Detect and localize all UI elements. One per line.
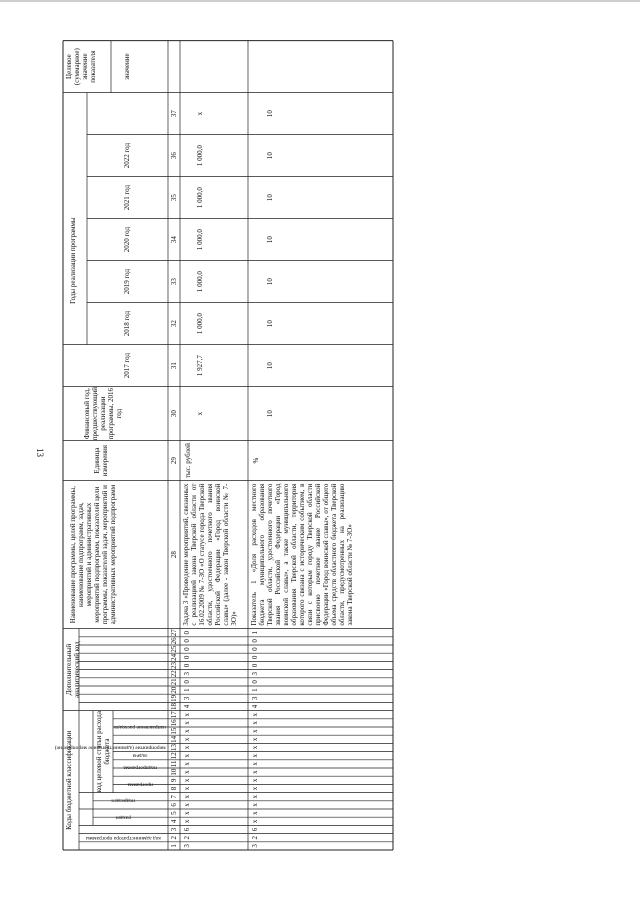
- value-cell: 10: [266, 278, 274, 286]
- header-years-title: Годы реализации программы: [69, 217, 77, 304]
- column-number: 35: [170, 194, 178, 202]
- column-number: 13: [170, 744, 178, 752]
- value-cell: 1 000,0: [196, 271, 204, 293]
- column-number: 27: [170, 629, 178, 637]
- column-number: 7: [170, 794, 178, 799]
- column-number: 4: [170, 819, 178, 824]
- code-cell: х: [183, 712, 191, 717]
- header-admin-code: код администратора программы: [86, 834, 161, 841]
- code-cell: 4: [251, 704, 259, 709]
- code-cell: 0: [183, 663, 191, 668]
- code-cell: х: [183, 737, 191, 742]
- column-number: 15: [170, 727, 178, 735]
- rotated-table: [55, 48, 393, 850]
- code-cell: х: [183, 819, 191, 824]
- value-cell: 10: [266, 410, 274, 418]
- value-cell: х: [196, 111, 204, 116]
- column-number: 24: [170, 653, 178, 661]
- code-cell: 0: [183, 647, 191, 651]
- value-cell: х: [196, 411, 204, 416]
- code-cell: х: [183, 753, 191, 758]
- header-year-2020: 2020 год: [123, 226, 131, 253]
- header-year-2018: 2018 год: [123, 310, 131, 337]
- header-year-2021: 2021 год: [123, 184, 131, 211]
- code-cell: 2: [251, 835, 259, 840]
- column-number: 14: [170, 735, 178, 743]
- code-cell: х: [251, 721, 259, 725]
- value-cell: 10: [266, 110, 274, 118]
- header-program: программа: [127, 781, 154, 788]
- code-cell: 1: [183, 688, 191, 692]
- column-number: 30: [170, 410, 178, 418]
- code-cell: х: [251, 811, 259, 815]
- code-cell: 3: [251, 696, 259, 701]
- code-cell: 1: [251, 630, 259, 635]
- code-cell: 3: [183, 844, 191, 848]
- value-cell: 10: [266, 362, 274, 370]
- column-number: 32: [170, 320, 178, 328]
- code-cell: х: [251, 786, 259, 791]
- column-number: 26: [170, 637, 178, 645]
- header-target-value: Целевое (суммарное) значение показателя: [65, 48, 97, 86]
- value-cell: 1 000,0: [196, 187, 204, 209]
- header-direction: направление расходов: [114, 724, 166, 731]
- code-cell: х: [251, 753, 259, 758]
- header-subsection: подраздел: [111, 798, 136, 805]
- code-cell: х: [183, 770, 191, 774]
- code-cell: х: [183, 745, 191, 750]
- code-cell: х: [251, 712, 259, 717]
- top-rule: [0, 0, 640, 2]
- header-section: раздел: [115, 814, 132, 821]
- column-number: 16: [170, 719, 178, 727]
- code-cell: 4: [183, 704, 191, 709]
- value-cell: 1 000,0: [196, 313, 204, 335]
- column-number: 19: [170, 694, 178, 702]
- code-cell: 6: [183, 827, 191, 832]
- column-number: 21: [170, 678, 178, 686]
- code-cell: х: [251, 737, 259, 742]
- column-number: 36: [170, 152, 178, 160]
- code-cell: х: [251, 819, 259, 824]
- row-indicator-1-name: Показатель 1 «Доля расходов местного бюджета муниципального образования Тверской области, удостоенного почетного звания Российской Федерации «Город воинской славы», а также муниципального образования Тверской области, территория которого связана с историческим событием, в связи с которым городу Тверской области присвоено почетное звание Российской Федерации «Город воинской славы», от общего объема средств областного бюджета Тверской области, предусмотренных на реализацию закона Тверской области № 7-ЗО»: [250, 483, 354, 626]
- column-number: 5: [170, 811, 178, 815]
- code-cell: 1: [251, 688, 259, 692]
- column-number: 31: [170, 362, 178, 370]
- header-action: мероприятие (административное мероприятие): [55, 744, 166, 751]
- column-number: 29: [170, 457, 178, 465]
- code-cell: 3: [183, 671, 191, 676]
- header-year-2022: 2022 год: [123, 142, 131, 169]
- code-cell: 3: [251, 844, 259, 848]
- header-subprogram: подпрограмма: [123, 765, 158, 772]
- row-indicator-1-unit: %: [252, 457, 260, 464]
- code-cell: 0: [251, 639, 259, 643]
- header-task: задача: [133, 752, 148, 759]
- header-fin-year: Финансовый год, предшествующий реализации программы, 2016 год: [83, 386, 123, 441]
- value-cell: 1 000,0: [196, 145, 204, 167]
- row-task-3-name: Задача 3 «Проведение мероприятий, связанных с реализацией закона Тверской области от 16.02.2009 № 7-ЗО «О статусе города Тверской области, удостоенного почетного звания Российской Федерации «Город воинской славы» (далее - закон Тверской области № 7-ЗО)»: [182, 483, 238, 626]
- column-number: 6: [170, 803, 178, 807]
- value-cell: 1 000,0: [196, 229, 204, 251]
- code-cell: х: [183, 794, 191, 799]
- column-number: 17: [170, 711, 178, 719]
- column-number: 18: [170, 703, 178, 711]
- code-cell: 0: [183, 639, 191, 643]
- code-cell: х: [183, 803, 191, 807]
- header-name: Наименование программы, целей программы, наименование подпрограмм, задач, мероприятий и административных мероприятий подпрограмм, показателей цели программы, показателей задач, мероприятий и административных мероприятий подпрограмм: [69, 484, 117, 625]
- column-number: 3: [170, 827, 178, 832]
- code-cell: х: [251, 794, 259, 799]
- code-cell: 0: [251, 655, 259, 660]
- code-cell: 0: [183, 680, 191, 684]
- code-cell: х: [251, 762, 259, 766]
- code-cell: 0: [183, 630, 191, 635]
- code-cell: 0: [251, 663, 259, 668]
- code-cell: 0: [183, 655, 191, 660]
- code-cell: х: [251, 778, 259, 783]
- header-budget-codes: Коды бюджетной классификации: [65, 730, 73, 830]
- code-cell: х: [251, 803, 259, 807]
- header-year-2017: 2017 год: [123, 352, 131, 379]
- header-value: значение: [123, 53, 131, 80]
- code-cell: х: [251, 745, 259, 750]
- column-number: 23: [170, 662, 178, 670]
- column-number: 9: [170, 778, 178, 783]
- column-number: 12: [170, 752, 178, 760]
- code-cell: 3: [183, 696, 191, 701]
- header-extra-code: Дополнительный аналитический код: [65, 641, 81, 698]
- code-cell: 6: [251, 827, 259, 832]
- column-number: 8: [170, 786, 178, 791]
- page-number: 13: [35, 448, 45, 457]
- code-cell: 2: [183, 835, 191, 840]
- column-number: 28: [170, 551, 178, 559]
- column-number: 25: [170, 645, 178, 653]
- column-number: 10: [170, 768, 178, 776]
- header-unit: Единица измерения: [93, 444, 109, 477]
- code-cell: х: [183, 778, 191, 783]
- header-year-2019: 2019 год: [123, 268, 131, 295]
- code-cell: 0: [251, 680, 259, 684]
- value-cell: 10: [266, 152, 274, 160]
- code-cell: х: [251, 770, 259, 774]
- code-cell: 3: [251, 671, 259, 676]
- code-cell: х: [183, 729, 191, 733]
- code-cell: х: [251, 729, 259, 733]
- column-number: 33: [170, 278, 178, 286]
- header-target-article: код целевой статьи расхода бюджета: [95, 711, 111, 793]
- column-number: 2: [170, 835, 178, 840]
- column-number: 34: [170, 236, 178, 244]
- value-cell: 10: [266, 236, 274, 244]
- column-number: 1: [170, 844, 178, 848]
- value-cell: 10: [266, 194, 274, 202]
- code-cell: х: [183, 762, 191, 766]
- code-cell: х: [183, 721, 191, 725]
- column-number: 22: [170, 670, 178, 678]
- code-cell: х: [183, 786, 191, 791]
- row-task-3-unit: тыс. рублей: [184, 443, 192, 479]
- column-number: 20: [170, 686, 178, 694]
- column-number: 11: [170, 760, 178, 768]
- value-cell: 1 927,7: [196, 355, 204, 377]
- code-cell: 0: [251, 647, 259, 651]
- column-number: 37: [170, 110, 178, 118]
- value-cell: 10: [266, 320, 274, 328]
- code-cell: х: [183, 811, 191, 815]
